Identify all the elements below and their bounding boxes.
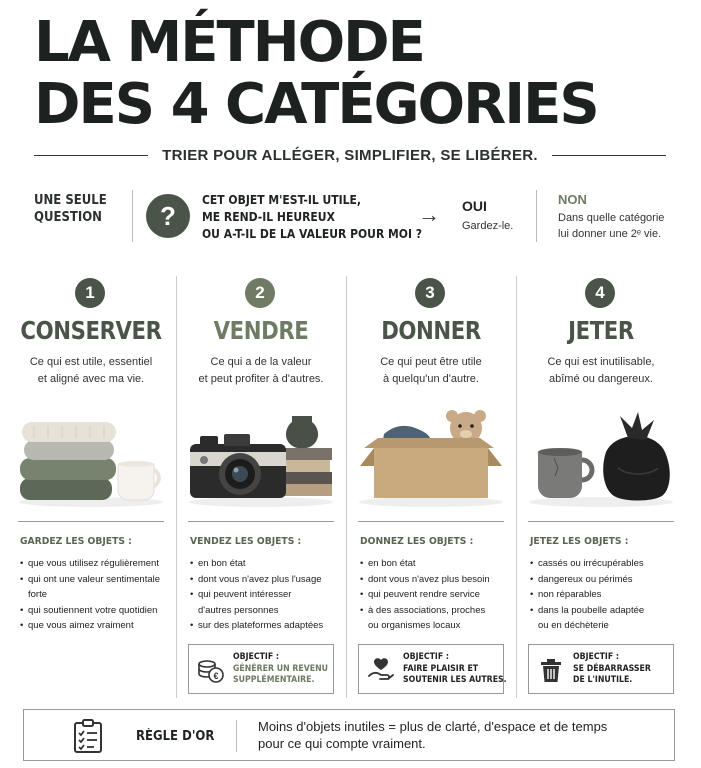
title-line-2: DES 4 CATÉGORIES xyxy=(34,72,598,137)
question-divider-2 xyxy=(536,190,537,242)
box-with-clothes-and-teddy-illustration xyxy=(354,398,508,508)
subtitle-rule-right xyxy=(552,155,666,156)
yes-label: OUI xyxy=(462,198,487,214)
golden-rule-box xyxy=(23,709,675,761)
category-divider xyxy=(358,521,504,522)
yes-text: Gardez-le. xyxy=(462,220,514,232)
golden-rule-divider xyxy=(236,720,237,752)
question-text: CET OBJET M'EST-IL UTILE, ME REND-IL HEUREUX OU A-T-IL DE LA VALEUR POUR MOI ? xyxy=(202,193,422,241)
list-item: • dans la poubelle adaptée xyxy=(530,603,686,619)
category-number: 2 xyxy=(245,278,275,308)
stacked-sweaters-and-mug-illustration xyxy=(14,398,168,508)
category-jeter xyxy=(516,276,686,698)
category-number: 4 xyxy=(585,278,615,308)
broken-mug-and-trash-bag-illustration xyxy=(524,398,678,508)
no-text: Dans quelle catégorie lui donner une 2ᵉ vie. xyxy=(558,212,665,240)
golden-rule-label: RÈGLE D'OR xyxy=(136,729,215,744)
list-item: d'autres personnes xyxy=(198,604,279,616)
category-description: Ce qui peut être utile à quelqu'un d'autre. xyxy=(380,356,482,385)
category-divider xyxy=(528,521,674,522)
objective-text: OBJECTIF : FAIRE PLAISIR ET SOUTENIR LES AUTRES. xyxy=(403,652,507,685)
category-divider xyxy=(188,521,334,522)
svg-text:€: € xyxy=(213,671,219,681)
list-item: • sur des plateformes adaptées xyxy=(190,618,346,634)
list-item: • non réparables xyxy=(530,587,686,603)
subtitle: TRIER POUR ALLÉGER, SIMPLIFIER, SE LIBÉRER. xyxy=(162,146,538,164)
question-mark-icon: ? xyxy=(146,194,190,238)
list-item: • dont vous n'avez plus besoin xyxy=(360,572,516,588)
list-item: • que vous aimez vraiment xyxy=(20,618,176,634)
category-list-title: GARDEZ LES OBJETS : xyxy=(20,536,132,547)
title-line-1: LA MÉTHODE xyxy=(34,10,424,75)
category-number: 3 xyxy=(415,278,445,308)
list-item: ou en déchèterie xyxy=(538,620,609,631)
trash-can-icon xyxy=(537,656,565,684)
heart-hand-icon xyxy=(367,656,395,684)
subtitle-rule-left xyxy=(34,155,148,156)
category-list-title: DONNEZ LES OBJETS : xyxy=(360,536,474,547)
list-item: • qui soutiennent votre quotidien xyxy=(20,603,176,619)
list-item: • qui peuvent rendre service xyxy=(360,587,516,603)
category-list xyxy=(530,556,686,634)
list-item: • dangereux ou périmés xyxy=(530,572,686,588)
list-item: • dont vous n'avez plus l'usage xyxy=(190,572,346,588)
coins-icon xyxy=(197,656,225,684)
objective-box xyxy=(358,644,507,694)
category-title: JETER xyxy=(568,316,634,345)
category-description: Ce qui est inutilisable, abîmé ou dangereux. xyxy=(547,356,655,385)
category-description: Ce qui est utile, essentiel et aligné avec ma vie. xyxy=(29,356,153,385)
category-divider xyxy=(18,521,164,522)
list-item: • que vous utilisez régulièrement xyxy=(20,556,176,572)
category-list xyxy=(190,556,346,634)
category-list xyxy=(20,556,176,634)
clipboard-checklist-icon xyxy=(72,718,106,754)
objective-box xyxy=(528,644,674,694)
list-item: • en bon état xyxy=(190,556,346,572)
subtitle-row xyxy=(34,144,666,166)
list-item: • qui ont une valeur sentimentale xyxy=(20,572,176,588)
list-item: • cassés ou irrécupérables xyxy=(530,556,686,572)
list-item: ou organismes locaux xyxy=(368,620,461,631)
category-conserver xyxy=(6,276,176,698)
objective-text: OBJECTIF : SE DÉBARRASSER DE L'INUTILE. xyxy=(573,652,651,685)
category-title: DONNER xyxy=(381,316,481,345)
question-bar xyxy=(34,186,674,248)
category-description: Ce qui a de la valeur et peut profiter à d'autres. xyxy=(198,356,324,385)
category-title: CONSERVER xyxy=(20,316,162,345)
question-divider-1 xyxy=(132,190,133,242)
list-item: • qui peuvent intéresser xyxy=(190,587,346,603)
list-item: • à des associations, proches xyxy=(360,603,516,619)
arrow-right-icon: → xyxy=(418,202,440,227)
category-vendre xyxy=(176,276,346,698)
question-label: UNE SEULE QUESTION xyxy=(34,193,107,225)
page-title xyxy=(34,12,598,136)
camera-books-vase-illustration xyxy=(184,398,338,508)
category-donner xyxy=(346,276,516,698)
list-item: • en bon état xyxy=(360,556,516,572)
categories-grid xyxy=(6,276,686,698)
category-list xyxy=(360,556,516,634)
category-list-title: JETEZ LES OBJETS : xyxy=(530,536,629,547)
golden-rule-text: Moins d'objets inutiles = plus de clarté, d'espace et de temps pour ce qui compte vraiment. xyxy=(258,719,608,751)
category-list-title: VENDEZ LES OBJETS : xyxy=(190,536,302,547)
category-number: 1 xyxy=(75,278,105,308)
objective-box xyxy=(188,644,334,694)
objective-text: OBJECTIF : GÉNÉRER UN REVENU SUPPLÉMENTAIRE. xyxy=(233,652,329,685)
category-title: VENDRE xyxy=(213,316,309,345)
list-item: forte xyxy=(28,589,48,600)
no-label: NON xyxy=(558,192,587,207)
